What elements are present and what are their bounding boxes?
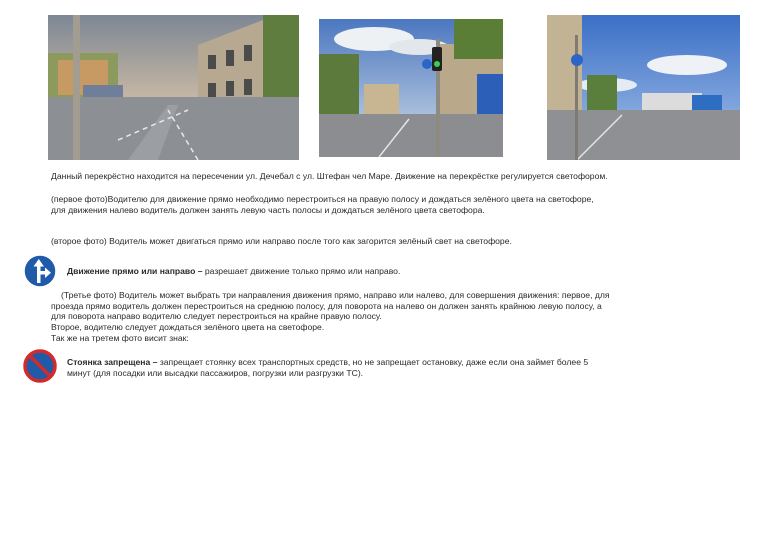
straight-or-right-text: разрешает движение только прямо или направо.: [202, 266, 401, 276]
no-parking-text-line-2: минут (для посадки или высадки пассажиров, погрузки или разгрузки ТС).: [67, 368, 364, 378]
third-photo-text-line-5: Так же на третем фото висит знак:: [51, 333, 189, 343]
first-photo-text-line-2: для движения налево водитель должен занять левую часть полосы и дождаться зелёного цвета светофора.: [51, 205, 485, 215]
street-photo-2: [319, 19, 503, 157]
straight-or-right-sign-icon: [23, 254, 57, 288]
street-photo-3: [547, 15, 740, 160]
no-parking-sign-icon: [23, 349, 57, 383]
second-photo-text: (второе фото) Водитель может двигаться прямо или направо после того как загорится зелёный свет на светофоре.: [51, 236, 512, 246]
straight-or-right-description: [67, 266, 400, 277]
street-photo-1: [48, 15, 299, 160]
no-parking-description: [67, 357, 588, 368]
first-photo-text-line-1: (первое фото)Водителю для движение прямо необходимо перестроиться на правую полосу и дождаться зелёного цвета на светофоре,: [51, 194, 594, 204]
third-photo-text-line-2: проезда прямо водитель должен перестроиться на среднюю полосу, для поворота на налево он должен занять крайнюю левую полосу, а: [51, 301, 602, 311]
no-parking-title: Стоянка запрещена –: [67, 357, 158, 367]
third-photo-text-line-1: (Третье фото) Водитель может выбрать три направления движения прямо, направо или налево, для совершения движения: первое, для: [61, 290, 610, 300]
intro-paragraph: Данный перекрёстно находится на пересечении ул. Дечебал с ул. Штефан чел Маре. Движение на перекрёстке регулируется светофором.: [51, 171, 608, 181]
no-parking-text-line-1: запрещает стоянку всех транспортных средств, но не запрещает остановку, даже если она займет более 5: [157, 357, 589, 367]
third-photo-text-line-4: Второе, водителю следует дождаться зелёного цвета на светофоре.: [51, 322, 325, 332]
third-photo-text-line-3: для поворота направо водителю следует перестроиться на крайне правую полосу.: [51, 311, 382, 321]
straight-or-right-title: Движение прямо или направо –: [67, 266, 203, 276]
